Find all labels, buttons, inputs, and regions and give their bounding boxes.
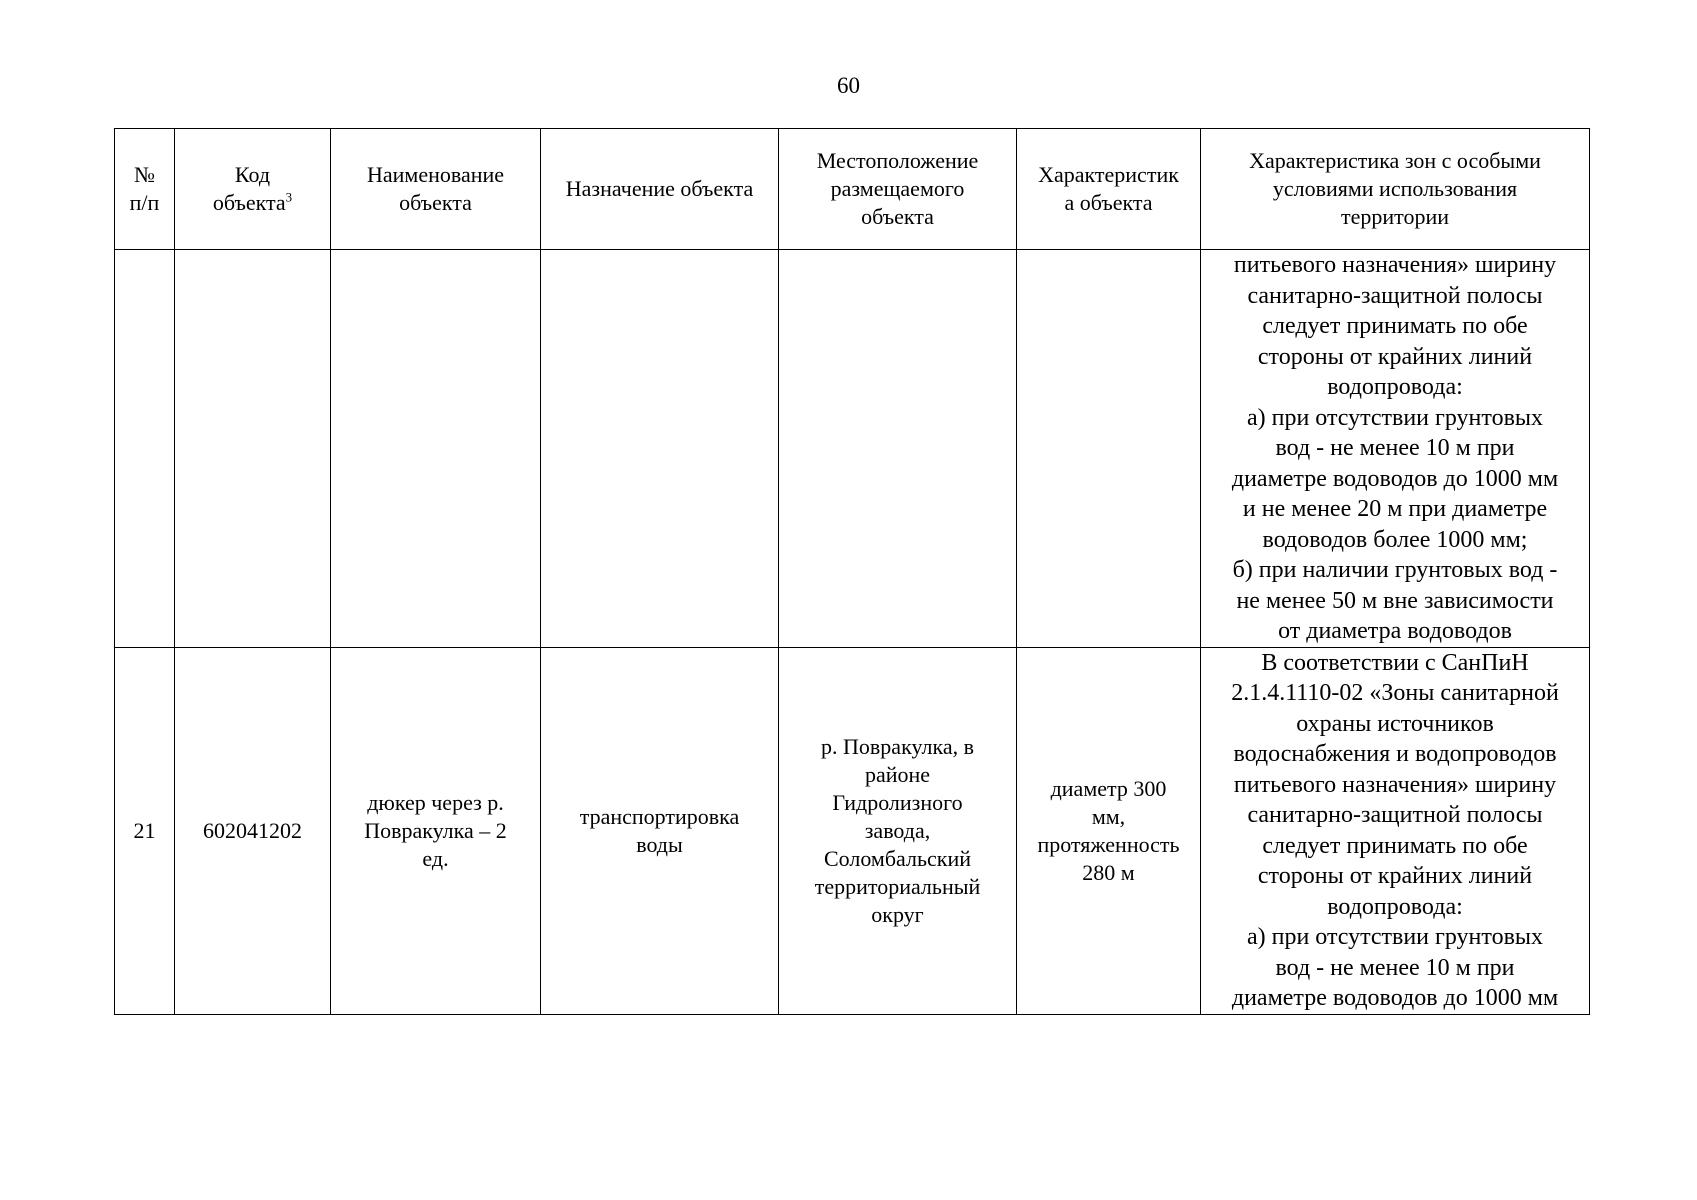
- table-row: [115, 647, 1590, 1014]
- cell-location: [779, 250, 1017, 648]
- header-row: [115, 129, 1590, 250]
- cell-location: р. Повракулка, в районе Гидролизного завода, Соломбальский территориальный округ: [779, 647, 1017, 1014]
- header-num: № п/п: [115, 129, 175, 250]
- cell-code: 602041202: [175, 647, 331, 1014]
- page-number: 60: [837, 73, 860, 98]
- cell-purpose: транспортировка воды: [541, 647, 779, 1014]
- header-name: Наименование объекта: [331, 129, 541, 250]
- cell-characteristic: диаметр 300 мм, протяженность 280 м: [1017, 647, 1201, 1014]
- cell-num: [115, 250, 175, 648]
- cell-code: [175, 250, 331, 648]
- header-characteristic: Характеристик а объекта: [1017, 129, 1201, 250]
- table-row: [115, 250, 1590, 648]
- cell-purpose: [541, 250, 779, 648]
- objects-table: [114, 128, 1590, 1015]
- cell-num: 21: [115, 647, 175, 1014]
- header-zones: Характеристика зон с особыми условиями использования территории: [1201, 129, 1590, 250]
- header-location: Местоположение размещаемого объекта: [779, 129, 1017, 250]
- cell-zones: питьевого назначения» ширину санитарно-защитной полосы следует принимать по обе стороны от крайних линий водопровода: а) при отсутствии грунтовых вод - не менее 10 м при диаметре водоводов до 1000 мм и не менее 20 м при диаметре водоводов более 1000 мм; б) при наличии грунтовых вод - не менее 50 м вне зависимости от диаметра водоводов: [1201, 250, 1590, 648]
- cell-characteristic: [1017, 250, 1201, 648]
- cell-zones: В соответствии с СанПиН 2.1.4.1110-02 «Зоны санитарной охраны источников водоснабжения и водопроводов питьевого назначения» ширину санитарно-защитной полосы следует принимать по обе стороны от крайних линий водопровода: а) при отсутствии грунтовых вод - не менее 10 м при диаметре водоводов до 1000 мм: [1201, 647, 1590, 1014]
- header-code: Код объекта$^3$: [175, 129, 331, 250]
- cell-name: дюкер через р. Повракулка – 2 ед.: [331, 647, 541, 1014]
- header-purpose: Назначение объекта: [541, 129, 779, 250]
- cell-name: [331, 250, 541, 648]
- footnote-ref: 3: [285, 189, 293, 205]
